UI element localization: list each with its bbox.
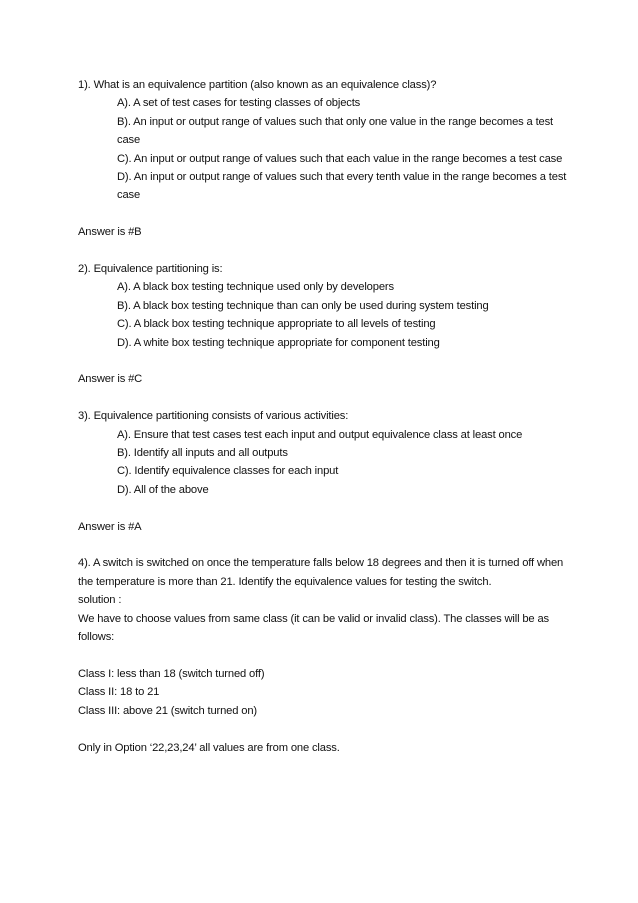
question-1-options: [78, 94, 578, 204]
question-3-option-a: A). Ensure that test cases test each input and output equivalence class at least once: [117, 428, 523, 441]
question-1-option-a: A). A set of test cases for testing classes of objects: [117, 97, 361, 110]
spacer: [78, 536, 578, 554]
spacer: [78, 720, 578, 738]
class-item-3: Class III: above 21 (switch turned on): [78, 704, 257, 717]
question-2-option-c: C). A black box testing technique appropriate to all levels of testing: [117, 318, 436, 331]
question-3-text: 3). Equivalence partitioning consists of various activities:: [78, 410, 349, 423]
conclusion: Only in Option ‘22,23,24’ all values are from one class.: [78, 741, 340, 754]
answer-3: Answer is #A: [78, 520, 142, 533]
question-4: [78, 554, 578, 756]
solution-label: solution :: [78, 594, 122, 607]
class-item-2: Class II: 18 to 21: [78, 686, 160, 699]
spacer: [78, 389, 578, 407]
question-1-option-b: B). An input or output range of values such that only one value in the range becomes a test case: [117, 115, 554, 147]
question-2-text: 2). Equivalence partitioning is:: [78, 263, 223, 276]
question-3-option-d: D). All of the above: [117, 483, 209, 496]
question-1-text: 1). What is an equivalence partition (also known as an equivalence class)?: [78, 79, 437, 91]
question-2-option-b: B). A black box testing technique than can only be used during system testing: [117, 299, 489, 312]
spacer: [78, 242, 578, 260]
question-2-option-d: D). A white box testing technique appropriate for component testing: [117, 336, 440, 349]
question-3-options: [78, 426, 578, 500]
question-2: [78, 260, 578, 352]
spacer: [78, 647, 578, 665]
question-2-options: [78, 278, 578, 352]
question-3: [78, 407, 578, 499]
answer-1: Answer is #B: [78, 226, 142, 239]
answer-2: Answer is #C: [78, 373, 143, 386]
solution-text: We have to choose values from same class (it can be valid or invalid class). The classes will be as follows:: [78, 612, 549, 644]
question-1: [78, 76, 578, 205]
question-1-option-d: D). An input or output range of values such that every tenth value in the range becomes a test case: [117, 171, 567, 202]
question-3-option-c: C). Identify equivalence classes for each input: [117, 465, 339, 478]
spacer: [78, 205, 578, 223]
question-2-option-a: A). A black box testing technique used only by developers: [117, 281, 394, 294]
question-1-option-c: C). An input or output range of values such that each value in the range becomes a test case: [117, 152, 563, 165]
class-list: [78, 665, 578, 720]
question-4-text: 4). A switch is switched on once the temperature falls below 18 degrees and then it is turned off when the temperature is more than 21. Identify the equivalence values for testing the switch.: [78, 557, 564, 588]
spacer: [78, 499, 578, 517]
question-3-option-b: B). Identify all inputs and all outputs: [117, 447, 288, 460]
spacer: [78, 352, 578, 370]
class-item-1: Class I: less than 18 (switch turned off): [78, 667, 265, 680]
